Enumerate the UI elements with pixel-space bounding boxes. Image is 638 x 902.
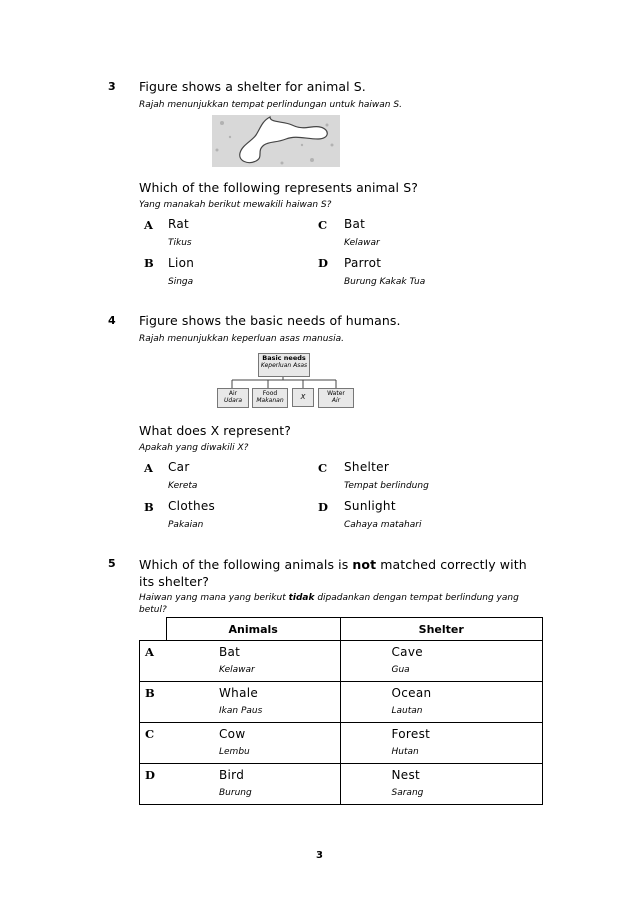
row-shelter: Nest	[391, 768, 421, 782]
row-animal-translation: Burung	[219, 788, 252, 798]
row-shelter-translation: Lautan	[391, 706, 423, 716]
q4-option-a-translation: Kereta	[168, 481, 198, 491]
q4-option-a-value[interactable]: Car	[168, 460, 190, 474]
row-shelter: Forest	[391, 727, 431, 741]
basic-needs-child-food	[252, 388, 288, 408]
q3-option-b-value[interactable]: Lion	[168, 256, 195, 270]
q3-option-c-translation: Kelawar	[344, 238, 380, 248]
question-5-translation	[139, 592, 549, 616]
q3-option-b-translation: Singa	[168, 277, 194, 287]
q3-option-a-translation: Tikus	[168, 238, 192, 248]
table-header-shelter: Shelter	[340, 618, 543, 641]
q4-option-c-value[interactable]: Shelter	[344, 460, 390, 474]
q5-trans-after: dipadankan dengan tempat berlindung yang betul?	[139, 593, 519, 615]
row-shelter: Ocean	[391, 686, 432, 700]
q5-text-after: matched correctly with its shelter?	[139, 557, 527, 589]
table-header-empty	[140, 618, 167, 641]
question-number-4: 4	[108, 314, 116, 327]
q4-option-d-value[interactable]: Sunlight	[344, 499, 396, 513]
row-shelter-translation: Hutan	[391, 747, 419, 757]
child-label: Air	[228, 390, 238, 397]
row-letter[interactable]: D	[145, 768, 155, 782]
row-animal-translation: Kelawar	[219, 665, 255, 675]
basic-needs-child-water	[318, 388, 354, 408]
table-row[interactable]	[140, 682, 543, 723]
table-header-animals: Animals	[166, 618, 340, 641]
table-row[interactable]	[140, 723, 543, 764]
q4-option-b-letter[interactable]: B	[144, 500, 154, 514]
q3-option-d-value[interactable]: Parrot	[344, 256, 382, 270]
q4-option-a-letter[interactable]: A	[144, 461, 153, 475]
q4-option-c-letter[interactable]: C	[318, 461, 328, 475]
q5-text-bold: not	[352, 557, 377, 572]
question-3-prompt-translation: Yang manakah berikut mewakili haiwan S?	[139, 200, 332, 210]
row-animal: Bird	[219, 768, 245, 782]
row-animal: Cow	[219, 727, 246, 741]
q4-option-d-translation: Cahaya matahari	[344, 520, 422, 530]
page-number: 3	[316, 850, 323, 861]
row-shelter: Cave	[391, 645, 423, 659]
q3-option-d-letter[interactable]: D	[318, 256, 328, 270]
q3-option-d-translation: Burung Kakak Tua	[344, 277, 426, 287]
q3-option-a-value[interactable]: Rat	[168, 217, 190, 231]
row-shelter-translation: Gua	[391, 665, 410, 675]
q4-option-b-value[interactable]: Clothes	[168, 499, 216, 513]
burrow-shelter-image	[212, 115, 340, 167]
row-letter[interactable]: C	[145, 727, 155, 741]
q5-trans-bold: tidak	[288, 593, 315, 603]
animals-shelter-table	[139, 617, 543, 805]
table-row[interactable]	[140, 641, 543, 682]
child-label: Water	[327, 390, 345, 397]
question-3-prompt: Which of the following represents animal S?	[139, 180, 418, 195]
row-animal: Bat	[219, 645, 241, 659]
row-animal: Whale	[219, 686, 259, 700]
question-4-translation: Rajah menunjukkan keperluan asas manusia.	[139, 334, 344, 344]
child-sub: Air	[331, 397, 341, 404]
row-shelter-translation: Sarang	[391, 788, 424, 798]
basic-needs-root-box	[258, 353, 310, 377]
q5-trans-before: Haiwan yang mana yang berikut	[139, 593, 289, 603]
q4-option-c-translation: Tempat berlindung	[344, 481, 429, 491]
row-letter[interactable]: B	[145, 686, 155, 700]
q5-text-before: Which of the following animals is	[139, 557, 353, 572]
question-4-text: Figure shows the basic needs of humans.	[139, 313, 401, 328]
basic-needs-child-x	[292, 388, 314, 407]
child-sub: Makanan	[256, 397, 284, 404]
q3-option-a-letter[interactable]: A	[144, 218, 153, 232]
child-label: Food	[262, 390, 278, 397]
child-label: X	[300, 393, 306, 401]
q3-option-c-value[interactable]: Bat	[344, 217, 366, 231]
row-letter[interactable]: A	[145, 645, 154, 659]
q3-option-c-letter[interactable]: C	[318, 218, 328, 232]
row-animal-translation: Lembu	[219, 747, 250, 757]
child-sub: Udara	[223, 397, 243, 404]
table-header-row	[140, 618, 543, 641]
q4-option-d-letter[interactable]: D	[318, 500, 328, 514]
basic-needs-root-title: Basic needs	[262, 354, 306, 362]
q3-option-b-letter[interactable]: B	[144, 256, 154, 270]
basic-needs-child-air	[217, 388, 249, 408]
basic-needs-root-subtitle: Keperluan Asas	[260, 362, 308, 369]
question-4-prompt-translation: Apakah yang diwakili X?	[139, 443, 249, 453]
q4-option-b-translation: Pakaian	[168, 520, 204, 530]
question-4-prompt: What does X represent?	[139, 423, 292, 438]
question-5-text	[139, 556, 539, 590]
question-3-text: Figure shows a shelter for animal S.	[139, 79, 366, 94]
row-animal-translation: Ikan Paus	[219, 706, 263, 716]
question-number-5: 5	[108, 557, 116, 570]
question-3-translation: Rajah menunjukkan tempat perlindungan untuk haiwan S.	[139, 100, 402, 110]
table-row[interactable]	[140, 764, 543, 805]
question-number-3: 3	[108, 80, 116, 93]
